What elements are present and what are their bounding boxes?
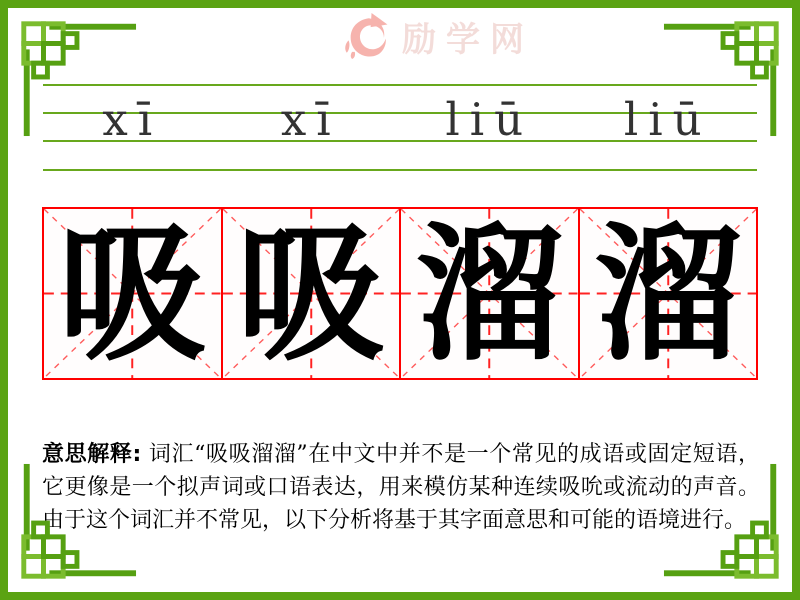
explanation-body: 词汇“吸吸溜溜”在中文中并不是一个常见的成语或固定短语，它更像是一个拟声词或口语表达，用来模仿某种连续吸吮或流动的声音。由于这个词汇并不常见，以下分析将基于其字面意思和可能的语境进行。 <box>42 442 760 533</box>
explanation-label: 意思解释: <box>42 442 142 467</box>
mizige-box <box>399 206 578 381</box>
mizige-box <box>221 206 400 381</box>
pinyin-grid-line <box>43 84 757 86</box>
pinyin-row <box>43 92 757 146</box>
corner-ornament-icon <box>662 462 790 590</box>
hanzi-character: 溜 <box>593 206 742 381</box>
pinyin-four-line-grid <box>43 84 757 176</box>
hanzi-character: 溜 <box>415 206 564 381</box>
hanzi-character: 吸 <box>58 206 207 381</box>
pinyin-grid-line <box>43 169 757 171</box>
site-name: 励学网 <box>402 19 534 60</box>
pinyin-syllable: xī <box>102 92 163 146</box>
pinyin-syllable: xī <box>280 92 341 146</box>
fox-swirl-logo-icon <box>340 13 396 59</box>
character-grid <box>42 207 758 380</box>
pinyin-syllable: liū <box>445 92 534 146</box>
corner-ornament-icon <box>10 462 138 590</box>
meaning-explanation <box>42 438 760 537</box>
hanzi-character: 吸 <box>236 206 385 381</box>
corner-ornament-icon <box>10 10 138 138</box>
mizige-box <box>44 206 221 381</box>
mizige-box <box>578 206 757 381</box>
pinyin-syllable: liū <box>623 92 712 146</box>
site-logo <box>340 12 534 60</box>
corner-ornament-icon <box>662 10 790 138</box>
